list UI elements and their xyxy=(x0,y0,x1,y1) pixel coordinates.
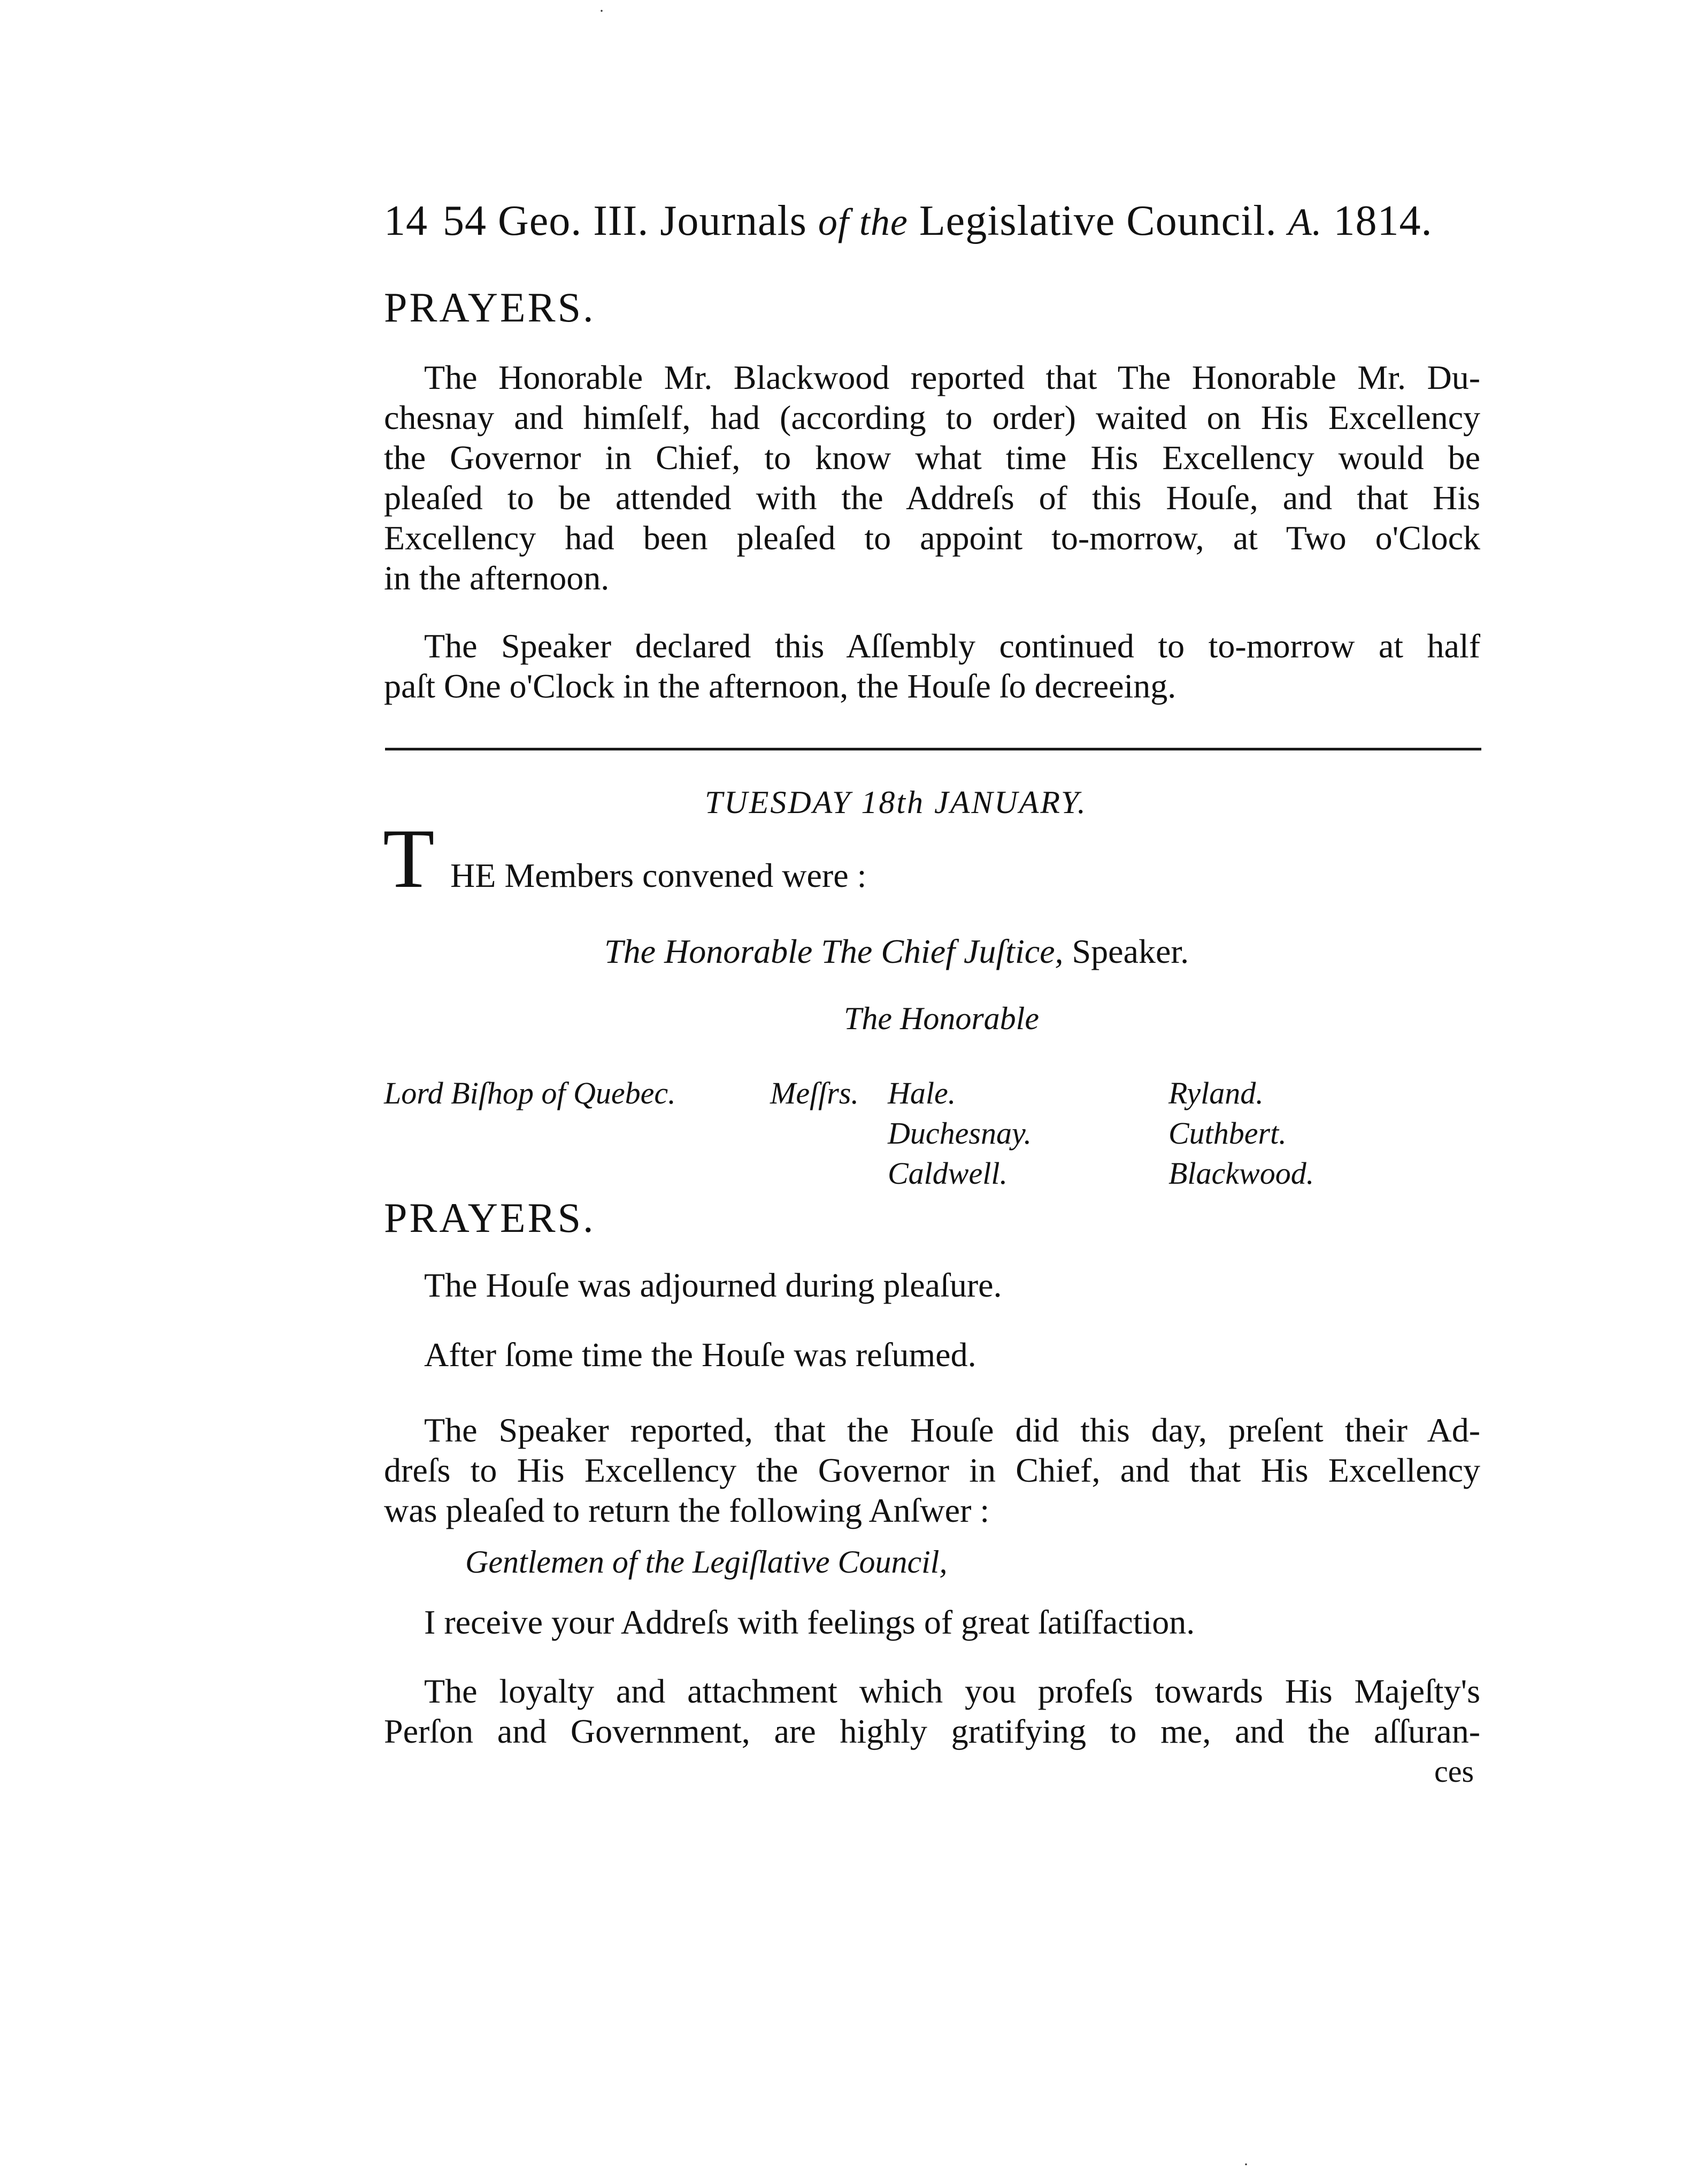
council-word: Legislative Council. xyxy=(919,197,1277,244)
blackwood-report-paragraph xyxy=(384,357,1480,598)
prayers-heading-1: PRAYERS. xyxy=(384,284,596,331)
paragraph-line: the Governor in Chief, to know what time His Excellency would be xyxy=(384,439,1480,477)
paragraph-line: The loyalty and attachment which you profeſs towards His Majeſty's xyxy=(424,1672,1480,1710)
running-header xyxy=(384,197,1433,246)
paragraph-line: The Speaker declared this Aſſembly continued to to-morrow at half xyxy=(424,627,1480,665)
paragraph-line: chesnay and himſelf, had (according to order) waited on His Excellency xyxy=(384,399,1480,436)
paragraph-line: pleaſed to be attended with the Addreſs of this Houſe, and that His xyxy=(384,479,1480,517)
paragraph-line: The Speaker reported, that the Houſe did this day, preſent their Ad- xyxy=(424,1411,1480,1449)
member-name: Blackwood. xyxy=(1168,1156,1314,1191)
date-heading: TUESDAY 18th JANUARY. xyxy=(705,785,1087,820)
page-number: 14 xyxy=(384,197,428,244)
adjourned-paragraph: The Houſe was adjourned during pleaſure. xyxy=(424,1266,1002,1304)
paragraph-line: Perſon and Government, are highly gratifying to me, and the aſſuran- xyxy=(384,1712,1480,1750)
drop-cap: T xyxy=(383,812,435,906)
member-name: Duchesnay. xyxy=(888,1116,1032,1151)
adjournment-paragraph xyxy=(384,626,1480,706)
loyalty-paragraph xyxy=(384,1671,1480,1751)
of-the-word: of the xyxy=(818,201,908,243)
section-divider-rule xyxy=(385,748,1481,750)
member-bishop: Lord Biſhop of Quebec. xyxy=(384,1076,676,1110)
paragraph-line: dreſs to His Excellency the Governor in Chief, and that His Excellency xyxy=(384,1451,1480,1489)
scan-speck: · xyxy=(599,2,604,20)
paragraph-line: in the afternoon. xyxy=(384,559,610,597)
receive-paragraph: I receive your Addreſs with feelings of great ſatiſfaction. xyxy=(424,1603,1195,1641)
reign: Geo. III. xyxy=(498,197,649,244)
year: 1814. xyxy=(1333,197,1433,244)
paragraph-line: The Honorable Mr. Blackwood reported that The Honorable Mr. Du- xyxy=(424,358,1480,396)
paragraph-line: paſt One o'Clock in the afternoon, the Houſe ſo decreeing. xyxy=(384,667,1177,705)
resumed-paragraph: After ſome time the Houſe was reſumed. xyxy=(424,1336,976,1374)
anno-word: A. xyxy=(1288,201,1322,243)
member-name: Caldwell. xyxy=(888,1156,1008,1191)
member-name: Hale. xyxy=(888,1076,956,1110)
catchword: ces xyxy=(1434,1754,1474,1789)
speaker-report-paragraph xyxy=(384,1410,1480,1530)
paragraph-line: was pleaſed to return the following Anſwer : xyxy=(384,1491,990,1529)
journals-word: Journals xyxy=(660,197,807,244)
messrs-label: Meſſrs. xyxy=(770,1076,859,1110)
speaker-title: Speaker. xyxy=(1072,932,1189,970)
speaker-line xyxy=(604,932,1189,971)
honorable-label: The Honorable xyxy=(844,1001,1039,1036)
member-name: Cuthbert. xyxy=(1168,1116,1287,1151)
member-name: Ryland. xyxy=(1168,1076,1264,1110)
prayers-heading-2: PRAYERS. xyxy=(384,1194,596,1241)
speaker-name: The Honorable The Chief Juſtice, xyxy=(604,932,1064,970)
paragraph-line: Excellency had been pleaſed to appoint to-morrow, at Two o'Clock xyxy=(384,519,1480,557)
members-convened-line: HE Members convened were : xyxy=(450,856,867,894)
salutation: Gentlemen of the Legiſlative Council, xyxy=(465,1544,948,1580)
scan-speck: · xyxy=(1243,2156,1249,2173)
session-number: 54 xyxy=(443,197,487,244)
